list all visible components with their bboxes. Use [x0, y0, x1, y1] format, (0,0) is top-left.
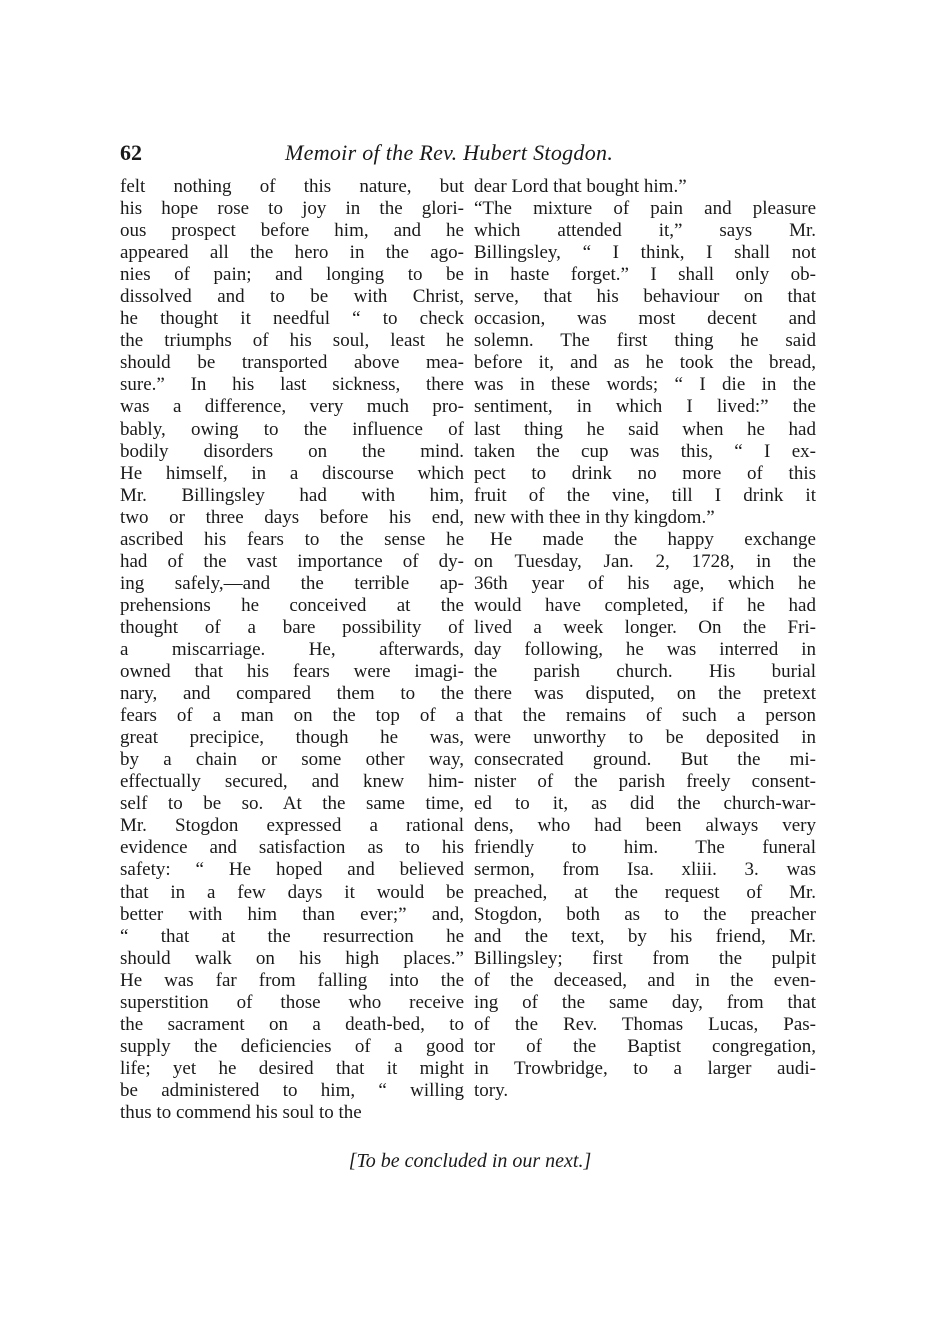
- text-line: life; yet he desired that it might: [120, 1057, 464, 1079]
- text-line: appeared all the hero in the ago-: [120, 242, 464, 264]
- text-line: serve, that his behaviour on that: [474, 286, 816, 308]
- continuation-note: [To be concluded in our next.]: [348, 1150, 592, 1172]
- text-line: would have completed, if he had: [474, 594, 816, 616]
- text-line: preached, at the request of Mr.: [474, 881, 816, 903]
- text-line: self to be so. At the same time,: [120, 793, 464, 815]
- text-line: safety: “ He hoped and believed: [120, 859, 464, 881]
- text-line: by a chain or some other way,: [120, 749, 464, 771]
- text-line: tory.: [474, 1079, 509, 1101]
- text-line: 36th year of his age, which he: [474, 572, 816, 594]
- text-line: before it, and as he took the bread,: [474, 352, 816, 374]
- text-line: lived a week longer. On the Fri-: [474, 616, 816, 638]
- text-line: bodily disorders on the mind.: [120, 440, 464, 462]
- text-line: felt nothing of this nature, but: [120, 176, 464, 197]
- text-line: He made the happy exchange: [490, 528, 816, 550]
- text-line: “The mixture of pain and pleasure: [474, 198, 816, 220]
- text-line: solemn. The first thing he said: [474, 330, 816, 352]
- text-line: dens, who had been always very: [474, 815, 816, 837]
- text-line: Billingsley, “ I think, I shall not: [474, 242, 816, 264]
- text-line: ing safely,—and the terrible ap-: [120, 572, 464, 594]
- text-line: which attended it,” says Mr.: [474, 220, 816, 242]
- text-line: evidence and satisfaction as to his: [120, 837, 464, 859]
- text-line: pect to drink no more of this: [474, 462, 816, 484]
- text-line: sure.” In his last sickness, there: [120, 374, 464, 396]
- text-line: there was disputed, on the pretext: [474, 683, 816, 705]
- text-line: supply the deficiencies of a good: [120, 1035, 464, 1057]
- text-line: He was far from falling into the: [120, 969, 464, 991]
- text-line: on Tuesday, Jan. 2, 1728, in the: [474, 550, 816, 572]
- text-line: consecrated ground. But the mi-: [474, 749, 816, 771]
- text-line: were unworthy to be deposited in: [474, 727, 816, 749]
- text-line: ous prospect before him, and he: [120, 220, 464, 242]
- text-line: Stogdon, both as to the preacher: [474, 903, 816, 925]
- text-line: nary, and compared them to the: [120, 683, 464, 705]
- text-line: of the deceased, and in the even-: [474, 969, 816, 991]
- text-line: Mr. Billingsley had with him,: [120, 484, 464, 506]
- text-line: was a difference, very much pro-: [120, 396, 464, 418]
- text-line: of the Rev. Thomas Lucas, Pas-: [474, 1013, 816, 1035]
- text-line: prehensions he conceived at the: [120, 594, 464, 616]
- text-line: ing of the same day, from that: [474, 991, 816, 1013]
- text-line: and the text, by his friend, Mr.: [474, 925, 816, 947]
- text-line: had of the vast importance of dy-: [120, 550, 464, 572]
- page-header: [120, 140, 820, 176]
- text-line: He himself, in a discourse which: [120, 462, 464, 484]
- text-line: sermon, from Isa. xliii. 3. was: [474, 859, 816, 881]
- text-line: should walk on his high places.”: [120, 947, 464, 969]
- text-line: last thing he said when he had: [474, 418, 816, 440]
- text-line: Billingsley; first from the pulpit: [474, 947, 816, 969]
- text-line: nister of the parish freely consent-: [474, 771, 816, 793]
- page-number: 62: [120, 140, 142, 165]
- text-line: occasion, was most decent and: [474, 308, 816, 330]
- text-line: fruit of the vine, till I drink it: [474, 484, 816, 506]
- text-line: ascribed his fears to the sense he: [120, 528, 464, 550]
- text-line: the parish church. His burial: [474, 661, 816, 683]
- text-line: bably, owing to the influence of: [120, 418, 464, 440]
- text-line: should be transported above mea-: [120, 352, 464, 374]
- text-line: Mr. Stogdon expressed a rational: [120, 815, 464, 837]
- text-line: ed to it, as did the church-war-: [474, 793, 816, 815]
- text-line: in haste forget.” I shall only ob-: [474, 264, 816, 286]
- text-line: superstition of those who receive: [120, 991, 464, 1013]
- text-line: thought of a bare possibility of: [120, 616, 464, 638]
- text-line: a miscarriage. He, afterwards,: [120, 638, 464, 660]
- left-text-column: [120, 176, 464, 1124]
- text-line: sentiment, in which I lived:” the: [474, 396, 816, 418]
- text-line: taken the cup was this, “ I ex-: [474, 440, 816, 462]
- text-line: that in a few days it would be: [120, 881, 464, 903]
- text-line: new with thee in thy kingdom.”: [474, 506, 715, 528]
- text-line: owned that his fears were imagi-: [120, 661, 464, 683]
- text-line: fears of a man on the top of a: [120, 705, 464, 727]
- text-line: in Trowbridge, to a larger audi-: [474, 1057, 816, 1079]
- text-line: that the remains of such a person: [474, 705, 816, 727]
- text-line: was in these words; “ I die in the: [474, 374, 816, 396]
- text-line: effectually secured, and knew him-: [120, 771, 464, 793]
- text-line: his hope rose to joy in the glori-: [120, 198, 464, 220]
- text-line: two or three days before his end,: [120, 506, 464, 528]
- text-line: be administered to him, “ willing: [120, 1079, 464, 1101]
- text-line: the triumphs of his soul, least he: [120, 330, 464, 352]
- text-line: great precipice, though he was,: [120, 727, 464, 749]
- text-line: dissolved and to be with Christ,: [120, 286, 464, 308]
- text-line: friendly to him. The funeral: [474, 837, 816, 859]
- text-line: better with him than ever;” and,: [120, 903, 464, 925]
- text-line: the sacrament on a death-bed, to: [120, 1013, 464, 1035]
- right-text-column: [474, 176, 816, 1102]
- text-line: day following, he was interred in: [474, 638, 816, 660]
- text-line: nies of pain; and longing to be: [120, 264, 464, 286]
- text-line: thus to commend his soul to the: [120, 1101, 362, 1123]
- running-title: Memoir of the Rev. Hubert Stogdon.: [285, 140, 614, 165]
- text-line: he thought it needful “ to check: [120, 308, 464, 330]
- text-line: dear Lord that bought him.”: [474, 176, 687, 197]
- text-line: tor of the Baptist congregation,: [474, 1035, 816, 1057]
- text-line: “ that at the resurrection he: [120, 925, 464, 947]
